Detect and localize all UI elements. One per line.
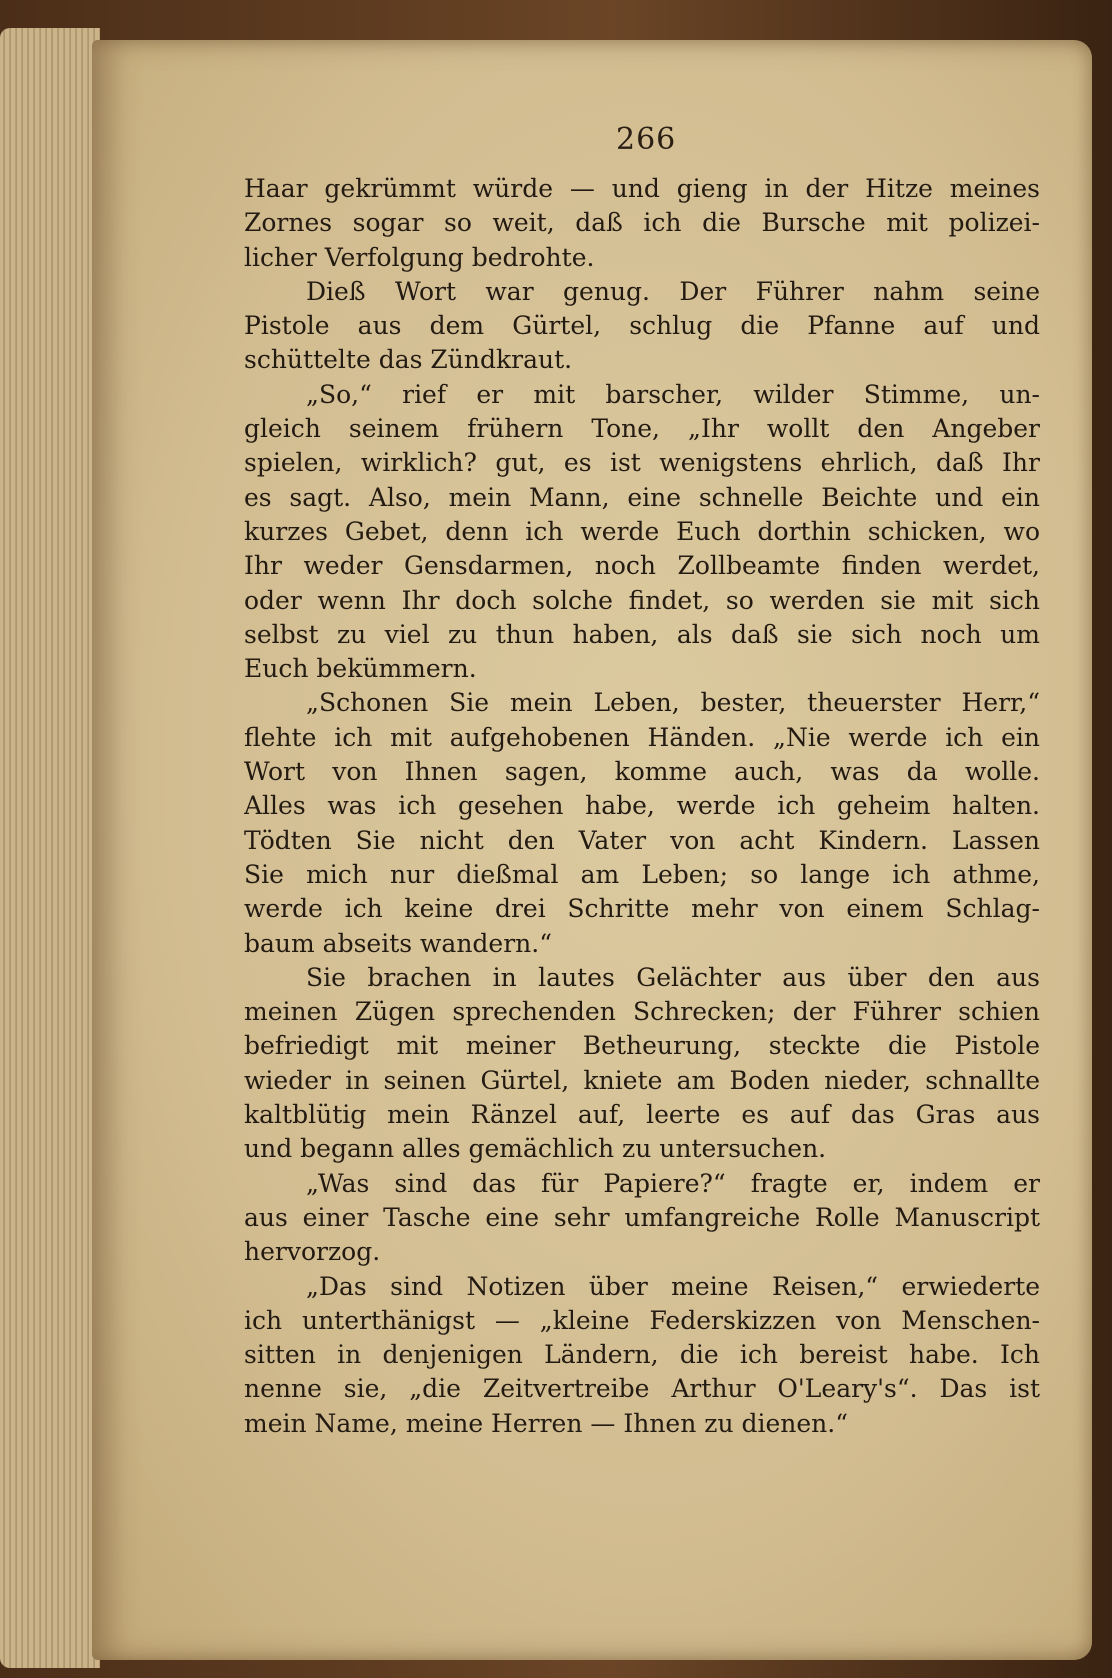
- text-line: „Schonen Sie mein Leben, bester, theuerster Herr,“: [306, 688, 1040, 718]
- text-line: spielen, wirklich? gut, es ist wenigstens ehrlich, daß Ihr: [244, 448, 1040, 478]
- text-line: nenne sie, „die Zeitvertreibe Arthur O'Leary's“. Das ist: [244, 1374, 1040, 1404]
- text-line: aus einer Tasche eine sehr umfangreiche Rolle Manuscript: [244, 1202, 1040, 1232]
- text-line: Euch bekümmern.: [244, 654, 477, 684]
- text-line: baum abseits wandern.“: [244, 928, 552, 958]
- text-line: licher Verfolgung bedrohte.: [244, 242, 595, 272]
- text-line: meinen Zügen sprechenden Schrecken; der Führer schien: [244, 997, 1040, 1027]
- text-line: Ihr weder Gensdarmen, noch Zollbeamte finden werdet,: [244, 551, 1040, 581]
- text-line: „Was sind das für Papiere?“ fragte er, indem er: [306, 1168, 1040, 1198]
- page-edges: [0, 28, 100, 1668]
- text-line: Pistole aus dem Gürtel, schlug die Pfanne auf und: [244, 311, 1040, 341]
- text-line: befriedigt mit meiner Betheurung, steckte die Pistole: [244, 1031, 1040, 1061]
- text-line: kurzes Gebet, denn ich werde Euch dorthin schicken, wo: [244, 516, 1040, 546]
- text-line: flehte ich mit aufgehobenen Händen. „Nie werde ich ein: [244, 722, 1040, 752]
- text-line: schüttelte das Zündkraut.: [244, 345, 573, 375]
- text-line: und begann alles gemächlich zu untersuchen.: [244, 1134, 827, 1164]
- text-line: Wort von Ihnen sagen, komme auch, was da wolle.: [244, 757, 1040, 787]
- text-line: „Das sind Notizen über meine Reisen,“ erwiederte: [306, 1271, 1040, 1301]
- page-number: 266: [616, 122, 677, 157]
- text-line: sitten in denjenigen Ländern, die ich bereist habe. Ich: [244, 1340, 1040, 1370]
- text-line: Tödten Sie nicht den Vater von acht Kindern. Lassen: [244, 825, 1040, 855]
- text-line: mein Name, meine Herren — Ihnen zu dienen.“: [244, 1408, 849, 1438]
- text-line: oder wenn Ihr doch solche findet, so werden sie mit sich: [244, 585, 1040, 615]
- text-line: Dieß Wort war genug. Der Führer nahm seine: [306, 276, 1040, 306]
- text-line: selbst zu viel zu thun haben, als daß sie sich noch um: [244, 619, 1040, 649]
- text-line: wieder in seinen Gürtel, kniete am Boden nieder, schnallte: [244, 1065, 1040, 1095]
- text-line: werde ich keine drei Schritte mehr von einem Schlag-: [244, 894, 1040, 924]
- text-line: Haar gekrümmt würde — und gieng in der Hitze meines: [244, 174, 1040, 203]
- text-line: kaltblütig mein Ränzel auf, leerte es auf das Gras aus: [244, 1100, 1040, 1130]
- page-text: [244, 172, 1040, 1441]
- text-line: gleich seinem frühern Tone, „Ihr wollt den Angeber: [244, 414, 1040, 444]
- text-line: Zornes sogar so weit, daß ich die Bursche mit polizei-: [244, 208, 1040, 238]
- text-line: Sie mich nur dießmal am Leben; so lange ich athme,: [244, 859, 1040, 889]
- text-line: „So,“ rief er mit barscher, wilder Stimme, un-: [306, 379, 1040, 409]
- text-line: Alles was ich gesehen habe, werde ich geheim halten.: [244, 791, 1040, 821]
- text-line: hervorzog.: [244, 1237, 381, 1267]
- text-line: Sie brachen in lautes Gelächter aus über den aus: [306, 962, 1040, 992]
- text-line: ich unterthänigst — „kleine Federskizzen von Menschen-: [244, 1305, 1040, 1335]
- text-line: es sagt. Also, mein Mann, eine schnelle Beichte und ein: [244, 482, 1040, 512]
